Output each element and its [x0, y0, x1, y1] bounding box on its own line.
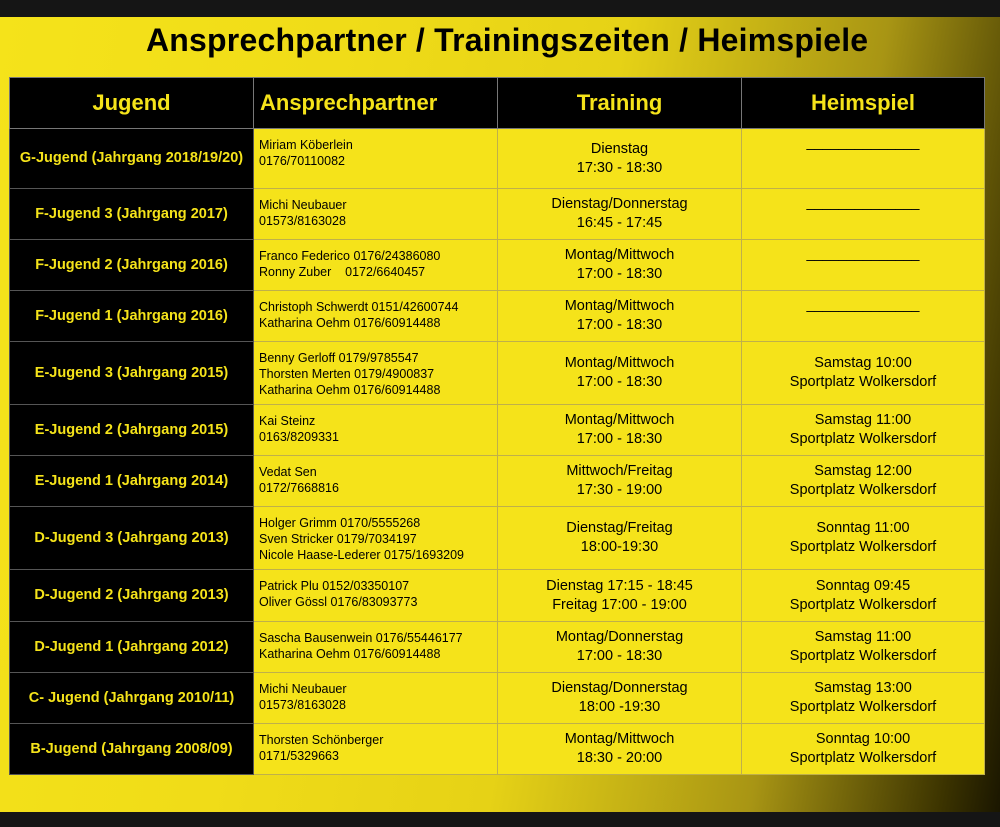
training-cell-line: 16:45 - 17:45 — [576, 215, 663, 231]
training-cell-line: Montag/Mittwoch — [564, 247, 675, 263]
training-cell-line: Montag/Mittwoch — [564, 412, 675, 428]
training-cell-line: 18:00 -19:30 — [578, 699, 661, 715]
contact-cell-line: Franco Federico 0176/24386080 — [259, 249, 441, 263]
contact-cell — [254, 673, 498, 724]
contact-cell-line: Patrick Plu 0152/03350107 — [259, 579, 410, 593]
contact-cell — [254, 129, 498, 189]
heimspiel-cell-line: Samstag 10:00 — [814, 355, 912, 371]
training-cell — [498, 342, 742, 405]
contact-cell-line: Katharina Oehm 0176/60914488 — [259, 383, 441, 397]
contact-cell — [254, 291, 498, 342]
heimspiel-cell — [742, 240, 985, 291]
table-row — [10, 456, 985, 507]
heimspiel-cell — [742, 342, 985, 405]
contact-cell-line: Vedat Sen — [259, 465, 317, 479]
heimspiel-cell — [742, 724, 985, 775]
contact-cell — [254, 405, 498, 456]
page-title: Ansprechpartner / Trainingszeiten / Heimspiele — [146, 22, 869, 58]
training-cell-line: Montag/Donnerstag — [555, 629, 684, 645]
contact-cell — [254, 189, 498, 240]
contact-cell-line: Miriam Köberlein — [259, 138, 353, 152]
training-cell — [498, 507, 742, 570]
training-cell-line: Freitag 17:00 - 19:00 — [552, 596, 687, 613]
training-cell-line: 17:00 - 18:30 — [576, 266, 663, 282]
table-header-row — [10, 78, 985, 129]
contact-cell-line: Oliver Gössl 0176/83093773 — [259, 595, 418, 609]
contact-cell-line: Thorsten Schönberger — [259, 733, 384, 747]
training-cell-line: Mittwoch/Freitag — [566, 463, 673, 479]
table-row — [10, 129, 985, 189]
contact-cell-line: Sascha Bausenwein 0176/55446177 — [259, 631, 463, 645]
training-cell — [498, 129, 742, 189]
training-cell — [498, 189, 742, 240]
table-row — [10, 240, 985, 291]
contact-cell — [254, 342, 498, 405]
heimspiel-cell-line: Sportplatz Wolkersdorf — [789, 374, 937, 390]
contact-cell-line: 01573/8163028 — [259, 214, 346, 228]
contact-cell-line: Michi Neubauer — [259, 682, 347, 696]
header-training: Training — [498, 78, 742, 129]
contact-cell-line: Holger Grimm 0170/5555268 — [259, 516, 421, 530]
contact-cell — [254, 456, 498, 507]
training-cell — [498, 456, 742, 507]
header-heimspiel: Heimspiel — [742, 78, 985, 129]
training-cell-line: 17:30 - 19:00 — [576, 482, 663, 498]
training-cell-line: Dienstag/Donnerstag — [551, 196, 688, 212]
training-cell — [498, 622, 742, 673]
heimspiel-cell-line: Sonntag 09:45 — [815, 577, 911, 594]
training-cell-line: Dienstag/Freitag — [566, 520, 673, 536]
team-cell: E-Jugend 1 (Jahrgang 2014) — [10, 456, 254, 507]
training-cell — [498, 673, 742, 724]
training-cell-line: 17:00 - 18:30 — [576, 648, 663, 664]
contact-cell-line: Katharina Oehm 0176/60914488 — [259, 647, 441, 661]
heimspiel-cell-line: Samstag 12:00 — [814, 463, 912, 479]
top-border — [0, 0, 1000, 17]
contact-cell — [254, 724, 498, 775]
table-row — [10, 724, 985, 775]
heimspiel-cell — [742, 129, 985, 189]
contact-cell — [254, 622, 498, 673]
contact-cell-line: Ronny Zuber 0172/6640457 — [259, 265, 426, 279]
team-cell: F-Jugend 2 (Jahrgang 2016) — [10, 240, 254, 291]
header-ansprechpartner: Ansprechpartner — [254, 78, 498, 129]
training-cell — [498, 405, 742, 456]
training-cell-line: Montag/Mittwoch — [564, 731, 675, 747]
heimspiel-cell-line: Sonntag 11:00 — [816, 520, 910, 536]
heimspiel-cell-line: Sportplatz Wolkersdorf — [789, 648, 937, 664]
contact-cell — [254, 507, 498, 570]
schedule-table — [9, 77, 985, 775]
training-cell — [498, 724, 742, 775]
heimspiel-cell-line: Samstag 11:00 — [814, 412, 912, 428]
training-cell — [498, 240, 742, 291]
training-cell-line: 17:30 - 18:30 — [576, 159, 663, 176]
team-cell: E-Jugend 2 (Jahrgang 2015) — [10, 405, 254, 456]
training-cell-line: 18:30 - 20:00 — [576, 750, 663, 766]
heimspiel-cell-line: Sportplatz Wolkersdorf — [789, 431, 937, 447]
heimspiel-cell — [742, 622, 985, 673]
contact-cell-line: 0171/5329663 — [259, 749, 339, 763]
training-cell-line: 17:00 - 18:30 — [576, 317, 663, 333]
contact-cell — [254, 570, 498, 622]
training-cell-line: 17:00 - 18:30 — [576, 431, 663, 447]
heimspiel-cell-line: ______________ — [806, 297, 920, 313]
heimspiel-cell-line: Samstag 11:00 — [814, 629, 912, 645]
contact-cell-line: Thorsten Merten 0179/4900837 — [259, 367, 435, 381]
team-cell: F-Jugend 3 (Jahrgang 2017) — [10, 189, 254, 240]
heimspiel-cell-line: ______________ — [806, 135, 920, 151]
table-row — [10, 291, 985, 342]
contact-cell-line: Sven Stricker 0179/7034197 — [259, 532, 417, 546]
table-row — [10, 507, 985, 570]
team-cell: B-Jugend (Jahrgang 2008/09) — [10, 724, 254, 775]
training-cell-line: 17:00 - 18:30 — [576, 374, 663, 390]
contact-cell-line: Kai Steinz — [259, 414, 316, 428]
heimspiel-cell — [742, 405, 985, 456]
heimspiel-cell — [742, 291, 985, 342]
table-row — [10, 570, 985, 622]
table-row — [10, 405, 985, 456]
training-cell-line: Montag/Mittwoch — [564, 298, 675, 314]
contact-cell-line: 01573/8163028 — [259, 698, 346, 712]
heimspiel-cell-line: ______________ — [806, 246, 920, 262]
contact-cell-line: 0163/8209331 — [259, 430, 339, 444]
bottom-border — [0, 812, 1000, 827]
team-cell: D-Jugend 3 (Jahrgang 2013) — [10, 507, 254, 570]
training-cell — [498, 570, 742, 622]
training-cell-line: Dienstag/Donnerstag — [551, 680, 688, 696]
heimspiel-cell-line: Sportplatz Wolkersdorf — [789, 750, 937, 766]
team-cell: E-Jugend 3 (Jahrgang 2015) — [10, 342, 254, 405]
heimspiel-cell — [742, 673, 985, 724]
table-row — [10, 189, 985, 240]
contact-cell-line: Nicole Haase-Lederer 0175/1693209 — [259, 548, 465, 562]
team-cell: F-Jugend 1 (Jahrgang 2016) — [10, 291, 254, 342]
heimspiel-cell — [742, 570, 985, 622]
heimspiel-cell-line: ______________ — [806, 195, 920, 211]
training-cell-line: 18:00-19:30 — [580, 539, 659, 555]
training-cell-line: Dienstag 17:15 - 18:45 — [546, 577, 693, 594]
contact-cell-line: 0176/70110082 — [259, 154, 345, 168]
table-row — [10, 342, 985, 405]
table-row — [10, 673, 985, 724]
training-cell-line: Montag/Mittwoch — [564, 355, 675, 371]
training-cell — [498, 291, 742, 342]
contact-cell-line: Katharina Oehm 0176/60914488 — [259, 316, 441, 330]
training-cell-line: Dienstag — [590, 140, 649, 157]
team-cell: C- Jugend (Jahrgang 2010/11) — [10, 673, 254, 724]
team-cell: D-Jugend 1 (Jahrgang 2012) — [10, 622, 254, 673]
header-jugend: Jugend — [10, 78, 254, 129]
heimspiel-cell — [742, 189, 985, 240]
contact-cell — [254, 240, 498, 291]
team-cell: G-Jugend (Jahrgang 2018/19/20) — [10, 129, 254, 189]
heimspiel-cell — [742, 456, 985, 507]
heimspiel-cell-line: Samstag 13:00 — [814, 680, 912, 696]
contact-cell-line: 0172/7668816 — [259, 481, 339, 495]
team-cell: D-Jugend 2 (Jahrgang 2013) — [10, 570, 254, 622]
contact-cell-line: Michi Neubauer — [259, 198, 347, 212]
contact-cell-line: Christoph Schwerdt 0151/42600744 — [259, 300, 459, 314]
heimspiel-cell-line: Sportplatz Wolkersdorf — [789, 482, 937, 498]
heimspiel-cell — [742, 507, 985, 570]
heimspiel-cell-line: Sportplatz Wolkersdorf — [789, 539, 937, 555]
heimspiel-cell-line: Sonntag 10:00 — [815, 731, 911, 747]
table-row — [10, 622, 985, 673]
heimspiel-cell-line: Sportplatz Wolkersdorf — [789, 699, 937, 715]
contact-cell-line: Benny Gerloff 0179/9785547 — [259, 351, 419, 365]
heimspiel-cell-line: Sportplatz Wolkersdorf — [789, 596, 937, 613]
